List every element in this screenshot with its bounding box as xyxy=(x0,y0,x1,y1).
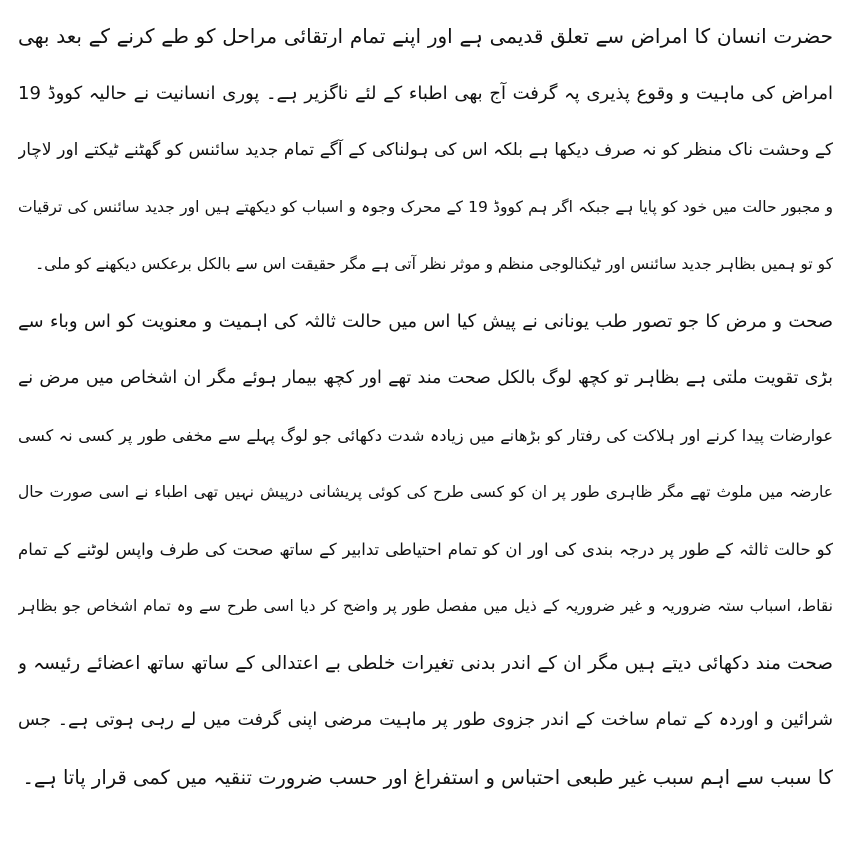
text-line: شرائین و اوردہ کے تمام ساخت کے اندر جزوی طور پر ماہیت مرضی اپنی گرفت میں لے رہی ہوتی ہے۔ جس xyxy=(18,710,833,730)
text-line: کو تو ہمیں بظاہر جدید سائنس اور ٹیکنالوجی منظم و موثر نظر آتی ہے مگر حقیقت اس سے بالکل برعکس دیکھنے کو ملی۔ xyxy=(35,255,833,273)
text-line: کا سبب سے اہم سبب غیر طبعی احتباس و استفراغ اور حسب ضرورت تنقیہ میں کمی قرار پاتا ہے۔ xyxy=(22,766,833,789)
text-line: عوارضات پیدا کرنے اور ہلاکت کی رفتار کو بڑھانے میں زیادہ شدت دکھائی جو لوگ پہلے سے مخفی طور پر کسی نہ کسی xyxy=(18,426,833,445)
text-line: صحت و مرض کا جو تصور طب یونانی نے پیش کیا اس میں حالت ثالثہ کی اہمیت و معنویت کو اس وباء سے xyxy=(18,311,833,332)
text-line: و مجبور حالت میں خود کو پایا ہے جبکہ اگر ہم کووڈ 19 کے محرک وجوہ و اسباب کو دیکھتے ہیں اور جدید سائنس کی ترقیات xyxy=(18,198,833,216)
text-line: کو حالت ثالثہ کے طور پر درجہ بندی کی اور ان کو تمام احتیاطی تدابیر کے ساتھ صحت کی طرف واپس لوٹنے کے تمام xyxy=(18,540,833,559)
text-line: صحت مند دکھائی دیتے ہیں مگر ان کے اندر بدنی تغیرات خلطی بے اعتدالی کے ساتھ ساتھ اعضائے رئیسہ و xyxy=(18,653,833,674)
text-line: حضرت انسان کا امراض سے تعلق قدیمی ہے اور اپنے تمام ارتقائی مراحل کو طے کرنے کے بعد بھی xyxy=(18,24,833,48)
text-line: نقاط، اسباب ستہ ضروریہ و غیر ضروریہ کے ذیل میں مفصل طور پر واضح کر دیا اسی طرح سے وہ تمام اشخاص جو بظاہر xyxy=(18,597,833,615)
paragraph-2 xyxy=(18,293,833,806)
text-line: امراض کی ماہیت و وقوع پذیری پہ گرفت آج بھی اطباء کے لئے ناگزیر ہے۔ پوری انسانیت نے حالیہ کووڈ 19 xyxy=(18,83,833,104)
text-line: کے وحشت ناک منظر کو نہ صرف دیکھا ہے بلکہ اس کی ہولناکی کے آگے تمام جدید سائنس کو گھٹنے ٹیکتے اور لاچار xyxy=(18,140,833,160)
text-line: بڑی تقویت ملتی ہے بظاہر تو کچھ لوگ بالکل صحت مند تھے اور کچھ بیمار ہوئے مگر ان اشخاص میں مرض نے xyxy=(18,368,833,388)
text-line: عارضہ میں ملوث تھے مگر ظاہری طور پر ان کو کسی طرح کی کوئی پریشانی درپیش نہیں تھی اطباء نے اسی صورت حال xyxy=(18,483,833,501)
paragraph-1 xyxy=(18,8,833,293)
